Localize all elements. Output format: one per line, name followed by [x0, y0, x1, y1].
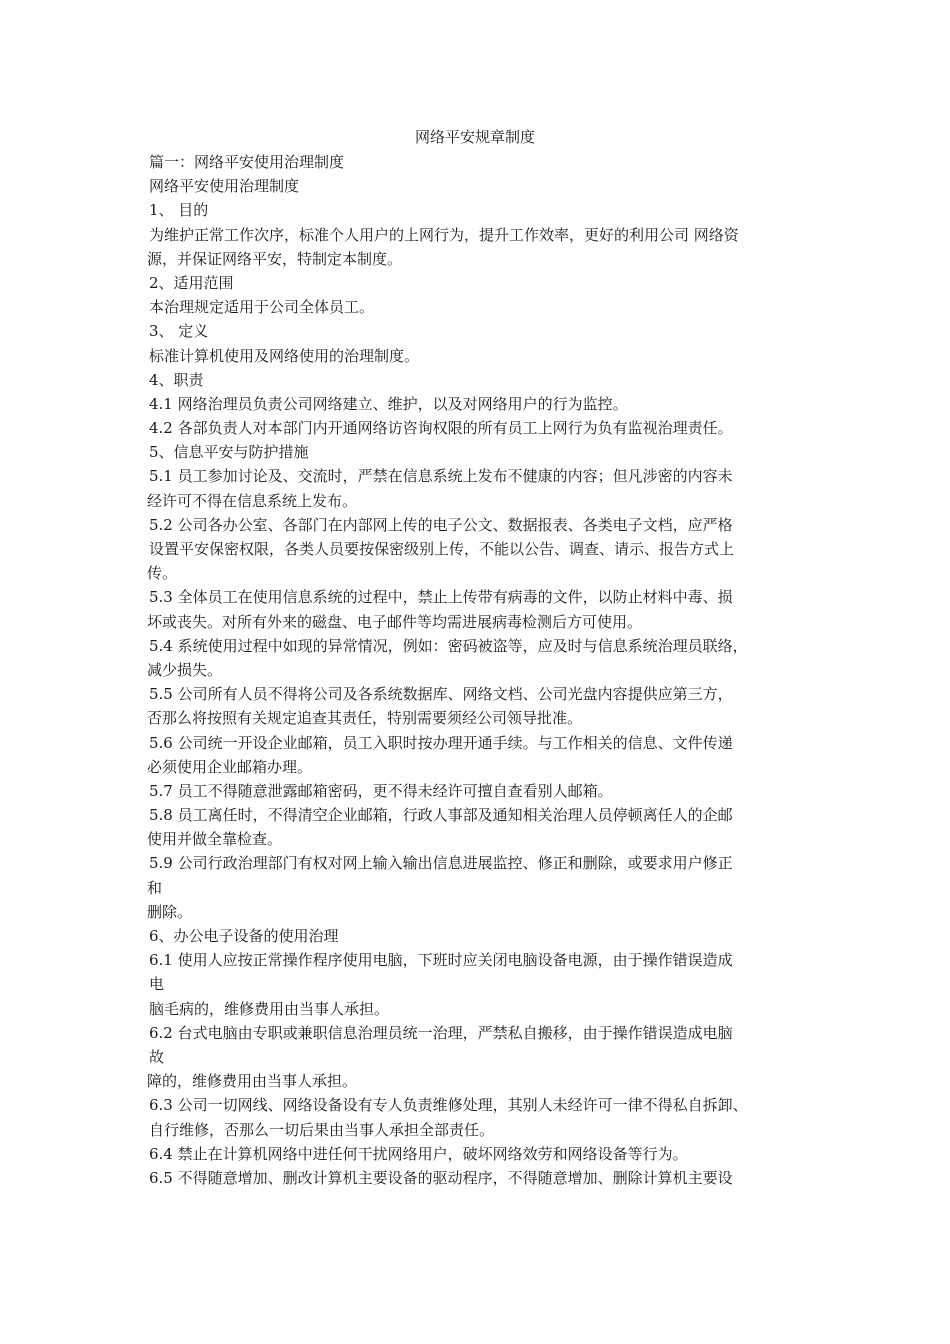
- text-line: 经许可不得在信息系统上发布。: [147, 491, 358, 510]
- text-line: 6.5 不得随意增加、删改计算机主要设备的驱动程序，不得随意增加、删除计算机主要设: [149, 1168, 733, 1187]
- text-line: 必须使用企业邮箱办理。: [147, 757, 313, 776]
- text-line: 5.1 员工参加讨论及、交流时，严禁在信息系统上发布不健康的内容；但凡涉密的内容未: [149, 467, 733, 486]
- text-line: 减少损失。: [147, 660, 223, 679]
- text-line: 5.8 员工离任时，不得清空企业邮箱，行政人事部及通知相关治理人员停顿离任人的企邮: [149, 806, 733, 825]
- text-line: 自行维修，否那么一切后果由当事人承担全部责任。: [149, 1120, 495, 1139]
- text-line: 篇一：网络平安使用治理制度: [149, 153, 345, 171]
- text-line: 2、适用范围: [149, 273, 234, 292]
- text-line: 5.3 全体员工在使用信息系统的过程中，禁止上传带有病毒的文件，以防止材料中毒、损: [149, 588, 733, 607]
- text-line: 5.5 公司所有人员不得将公司及各系统数据库、网络文档、公司光盘内容提供应第三方，: [149, 685, 733, 704]
- text-line: 否那么将按照有关规定追查其责任，特别需要须经公司领导批准。: [147, 709, 583, 728]
- text-line: 坏或丧失。对所有外来的磁盘、电子邮件等均需进展病毒检测后方可使用。: [147, 612, 643, 631]
- document-body: [147, 150, 815, 1190]
- text-line: 障的，维修费用由当事人承担。: [147, 1072, 358, 1091]
- text-line: 1、 目的: [149, 201, 209, 220]
- text-line: 5.2 公司各办公室、各部门在内部网上传的电子公文、数据报表、各类电子文档，应严格: [149, 515, 733, 534]
- text-line: 4.2 各部负责人对本部门内开通网络访咨询权限的所有员工上网行为负有监视治理责任。: [149, 419, 733, 438]
- text-line: 本治理规定适用于公司全体员工。: [149, 298, 375, 317]
- text-line: 5、信息平安与防护措施: [149, 443, 309, 462]
- text-line: 4、职责: [149, 370, 204, 389]
- text-line: 6.1 使用人应按正常操作程序使用电脑，下班时应关闭电脑设备电源，由于操作错误造成: [149, 951, 733, 970]
- text-line: 源，并保证网络平安，特制定本制度。: [147, 249, 403, 268]
- text-line: 和: [147, 878, 163, 897]
- document-title: 网络平安规章制度: [414, 128, 535, 146]
- text-line: 6、办公电子设备的使用治理: [149, 927, 339, 945]
- text-line: 脑毛病的，维修费用由当事人承担。: [149, 999, 390, 1018]
- text-line: 传。: [147, 564, 178, 583]
- text-line: 为维护正常工作次序，标准个人用户的上网行为，提升工作效率，更好的利用公司 网络资: [149, 225, 739, 244]
- text-line: 删除。: [147, 902, 193, 921]
- text-line: 电: [149, 975, 165, 994]
- text-line: 5.6 公司统一开设企业邮箱，员工入职时按办理开通手续。与工作相关的信息、文件传递: [149, 733, 733, 752]
- text-line: 设置平安保密权限，各类人员要按保密级别上传，不能以公告、调查、请示、报告方式上: [149, 540, 735, 558]
- text-line: 4.1 网络治理员负责公司网络建立、维护，以及对网络用户的行为监控。: [149, 394, 628, 413]
- text-line: 使用并做全靠检查。: [147, 830, 283, 849]
- text-line: 5.7 员工不得随意泄露邮箱密码，更不得未经许可擅自查看别人邮箱。: [149, 781, 613, 800]
- text-line: 6.2 台式电脑由专职或兼职信息治理员统一治理，严禁私自搬移，由于操作错误造成电脑: [149, 1023, 733, 1042]
- text-line: 故: [149, 1047, 165, 1066]
- text-line: 5.9 公司行政治理部门有权对网上输入输出信息进展监控、修正和删除，或要求用户修正: [149, 854, 733, 873]
- text-line: 网络平安使用治理制度: [149, 177, 300, 196]
- text-line: 3、 定义: [149, 322, 209, 341]
- text-line: 标准计算机使用及网络使用的治理制度。: [149, 346, 420, 365]
- text-line: 5.4 系统使用过程中如现的异常情况，例如：密码被盗等，应及时与信息系统治理员联络，: [149, 636, 748, 655]
- text-line: 6.4 禁止在计算机网络中进任何干扰网络用户，破坏网络效劳和网络设备等行为。: [149, 1144, 688, 1163]
- text-line: 6.3 公司一切网线、网络设备设有专人负责维修处理，其别人未经许可一律不得私自拆卸、: [149, 1096, 748, 1115]
